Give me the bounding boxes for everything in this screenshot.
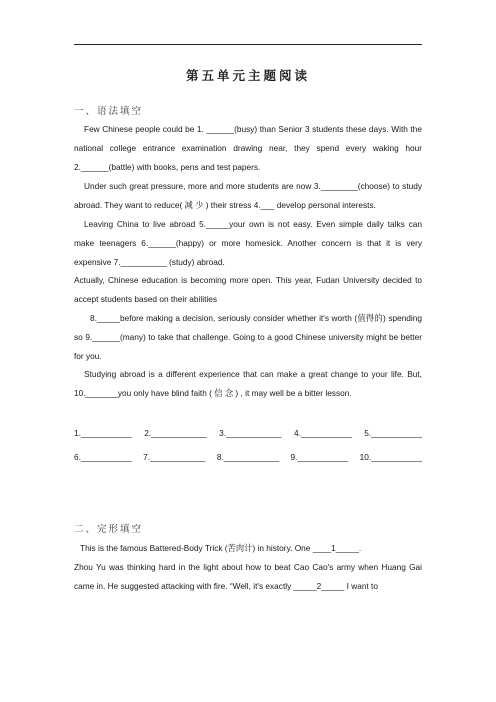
- cloze-paragraph-2: Zhou Yu was thinking hard in the light about how to beat Cao Cao's army when Huang Gai came in. He suggested attacking with fire. “Well, it's exactly _____2_____ I want to: [74, 562, 422, 591]
- paragraph-6: Studying abroad is a different experience that can make a great change to your life. But, 10._______you only have blind faith ( 信 念 ) , it may well be a bitter lesson.: [74, 369, 422, 398]
- answer-blank-3[interactable]: 3.____________: [219, 428, 282, 438]
- cloze-paragraph-1: This is the famous Battered-Body Trick (苦肉计) in history. One ____1_____.: [80, 543, 362, 553]
- answer-blank-7[interactable]: 7.____________: [143, 452, 206, 462]
- section-heading-cloze: 二、完形填空: [74, 524, 144, 535]
- answer-blanks-row-2: [74, 452, 422, 462]
- paragraph-2: Under such great pressure, more and more students are now 3.________(choose) to study abroad. They want to reduce( 减 少 ) their stress 4.___ develop personal interests.: [74, 181, 422, 210]
- section-heading-grammar: 一、语法填空: [74, 106, 144, 117]
- paragraph-3: Leaving China to live abroad 5._____your own is not easy. Even simple daily talks can make teenagers 6.______(happy) or more homesick. Another concern is that it is very expensive 7.__________ (study) abroad.: [74, 219, 422, 267]
- paragraph-1: Few Chinese people could be 1. ______(busy) than Senior 3 students these days. With the national college entrance examination drawing near, they spend every waking hour 2.______(battle) with books, pens and test papers.: [74, 124, 422, 172]
- page-title: 第五单元主题阅读: [185, 68, 310, 83]
- answer-blank-4[interactable]: 4.___________: [294, 428, 352, 438]
- answer-blank-5[interactable]: 5.___________: [364, 428, 422, 438]
- answer-blank-8[interactable]: 8.____________: [216, 452, 280, 462]
- answer-blank-9[interactable]: 9.___________: [290, 452, 349, 462]
- paragraph-5: 8._____before making a decision, seriously consider whether it's worth (值得的) spending so 9.______(many) to take that challenge. Going to a good Chinese university might be better for you.: [74, 313, 422, 361]
- answer-blank-6[interactable]: 6.___________: [74, 452, 132, 462]
- answer-blank-1[interactable]: 1.___________: [74, 428, 132, 438]
- paragraph-4: Actually, Chinese education is becoming more open. This year, Fudan University decided to accept students based on their abilities: [74, 275, 422, 304]
- answer-blanks-row-1: [74, 428, 422, 438]
- header-rule: [74, 44, 422, 45]
- answer-blank-2[interactable]: 2.____________: [144, 428, 207, 438]
- answer-blank-10[interactable]: 10.___________: [359, 452, 422, 462]
